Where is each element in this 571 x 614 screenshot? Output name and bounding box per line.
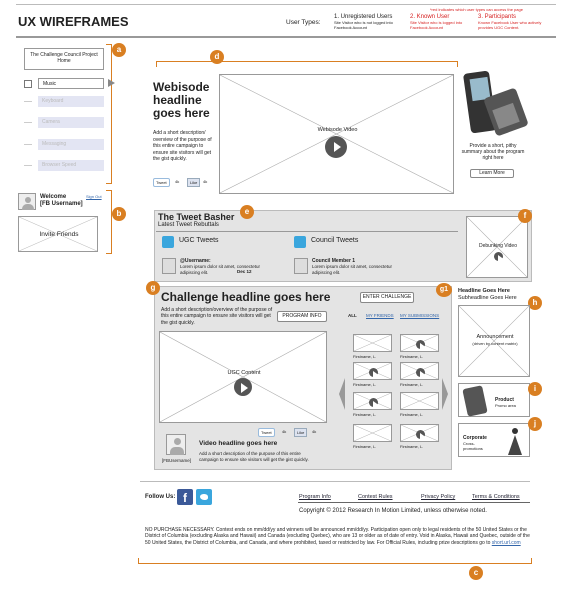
- badge-c: c: [469, 566, 483, 580]
- menu-browser-speed[interactable]: [24, 160, 104, 171]
- placeholder-cross: [160, 332, 326, 422]
- facebook-icon[interactable]: f: [177, 489, 193, 505]
- enter-challenge-button[interactable]: ENTER CHALLENGE: [360, 292, 414, 303]
- menu-keyboard[interactable]: [24, 96, 104, 107]
- thumb-name: Firstname, L.: [353, 412, 377, 417]
- thumb-name: Firstname, L.: [400, 382, 424, 387]
- thumb-name: Firstname, L.: [353, 354, 377, 359]
- footer-link-program-info[interactable]: Program Info: [299, 494, 331, 500]
- divider: [24, 101, 32, 102]
- challenge-desc: Add a short description/overview of the purpose of this entire campaign to ensure site visitors will get the gist quickly.: [161, 307, 273, 326]
- avatar: [18, 193, 36, 210]
- announcement-label: Announcement: [476, 334, 514, 340]
- user-type-title: 1. Unregistered Users: [334, 14, 393, 20]
- tab-my-submissions[interactable]: MY SUBMISSIONS: [400, 313, 440, 318]
- ugc-thumbnail[interactable]: [400, 424, 439, 442]
- footer-link-terms[interactable]: Terms & Conditions: [472, 494, 520, 500]
- welcome-text: Welcome: [40, 194, 67, 200]
- tweet-count: 4k: [175, 179, 180, 184]
- footer-link-privacy-policy[interactable]: Privacy Policy: [421, 494, 456, 500]
- fb-username: [FBUsername]: [162, 458, 192, 463]
- menu-arrow: [108, 79, 115, 87]
- bracket-b: [106, 190, 112, 254]
- play-icon[interactable]: [369, 368, 378, 377]
- play-icon[interactable]: [234, 378, 252, 396]
- user-type-2: [410, 14, 476, 30]
- avatar-head: [174, 438, 181, 445]
- divider: [24, 122, 32, 123]
- user-type-title: 3. Participants: [478, 14, 517, 20]
- tweet-basher-subtitle: Latest Tweet Rebuttals: [158, 222, 219, 228]
- header-rule: [16, 36, 556, 38]
- home-link[interactable]: [24, 48, 104, 70]
- play-icon[interactable]: [416, 340, 425, 349]
- figure-body: [508, 435, 522, 455]
- avatar: [166, 434, 186, 455]
- avatar-body: [170, 447, 184, 455]
- corporate-promo[interactable]: [458, 423, 530, 457]
- tweet-date: Dec 12: [237, 269, 252, 274]
- thumb-name: Firstname, L.: [353, 444, 377, 449]
- avatar-body: [22, 204, 34, 210]
- tweet-count: 4k: [282, 429, 287, 434]
- red-note: *red indicates which user types can access the page: [430, 7, 523, 12]
- like-button[interactable]: Like: [187, 178, 200, 187]
- menu-item-label: Messaging: [38, 139, 104, 150]
- badge-g: g: [146, 281, 160, 295]
- corporate-image: [505, 428, 525, 456]
- ugc-label: UGC Content: [227, 370, 261, 376]
- webisode-desc: Add a short description/ overview of the purpose of this entire campaign to ensure site visitors will get the gist quickly.: [153, 130, 212, 162]
- avatar: [162, 258, 176, 274]
- thumb-name: Firstname, L.: [400, 354, 424, 359]
- ugc-thumbnail[interactable]: [400, 362, 439, 380]
- menu-music[interactable]: [24, 78, 112, 89]
- badge-j: j: [528, 417, 542, 431]
- carousel-next[interactable]: [442, 378, 448, 410]
- twitter-icon: [162, 236, 174, 248]
- badge-d: d: [210, 50, 224, 64]
- footer-rule: [140, 481, 530, 482]
- thumb-name: Firstname, L.: [400, 444, 424, 449]
- menu-item-label: Music: [38, 78, 104, 89]
- ugc-thumbnail[interactable]: [353, 362, 392, 380]
- ugc-thumbnail[interactable]: [400, 392, 439, 410]
- fb-username: [FB Username]: [40, 201, 83, 207]
- thumb-name: Firstname, L.: [353, 382, 377, 387]
- user-type-title: 2. Known User: [410, 14, 450, 20]
- footer-links-rule: [298, 502, 530, 503]
- product-label: Product: [495, 397, 514, 403]
- bracket-c: [138, 558, 532, 564]
- ugc-thumbnail[interactable]: [353, 424, 392, 442]
- invite-friends-button[interactable]: [18, 216, 98, 252]
- placeholder-cross: [354, 335, 391, 351]
- twitter-icon: [294, 236, 306, 248]
- challenge-headline: Challenge headline goes here: [161, 290, 331, 304]
- user-type-desc: Known Facebook User who actively provides UGC Content.: [478, 20, 542, 30]
- legal-link[interactable]: short.url.com: [491, 539, 521, 546]
- legal-body: NO PURCHASE NECESSARY. Contest ends on mm/dd/yy and winners will be announced mm/dd/yy. Participation open only to legal residents of the 50 United States or the District of Columbia (excluding Alaska and Hawaii) and Canada (excluding Quebec), who are 13 or older as of date of entry. Void in Alaska, Hawaii and Quebec, outside of the 50 United States, the District of Columbia, and Canada, and where prohibited, taxed or restricted by law. For Official Rules, including prize descriptions go to: [145, 527, 530, 546]
- announcement-sub: (driven by content matrix): [472, 341, 518, 346]
- social-share: [153, 178, 213, 186]
- webisode-headline: Webisode headline goes here: [153, 80, 210, 120]
- placeholder-cross: [220, 75, 453, 193]
- invite-label: Invite Friends: [39, 231, 79, 238]
- twitter-icon[interactable]: [196, 489, 212, 505]
- user-type-1: [334, 14, 406, 30]
- menu-messaging[interactable]: [24, 139, 104, 150]
- ugc-content-video[interactable]: [159, 331, 327, 423]
- divider: [24, 165, 32, 166]
- ugc-tweets-label: UGC Tweets: [179, 237, 219, 244]
- tweet-user: @Username:: [180, 258, 211, 264]
- like-button[interactable]: Like: [294, 428, 307, 437]
- badge-h: h: [528, 296, 542, 310]
- product-promo[interactable]: [458, 383, 530, 417]
- badge-f: f: [518, 209, 532, 223]
- bird-shape: [200, 494, 208, 500]
- corporate-sub: Cross-promotions: [463, 441, 483, 451]
- badge-g1: g1: [436, 283, 452, 297]
- menu-item-label: Browser Speed: [38, 160, 104, 171]
- like-count: 4k: [203, 179, 208, 184]
- follow-us-label: Follow Us:: [145, 494, 176, 500]
- phone-desc: Provide a short, pithy summary about the program right here: [461, 143, 525, 161]
- sign-out-link[interactable]: Sign Out: [86, 194, 102, 199]
- carousel-prev[interactable]: [339, 378, 345, 410]
- program-info-button[interactable]: PROGRAM INFO: [277, 311, 327, 322]
- webisode-video[interactable]: [219, 74, 454, 194]
- menu-camera[interactable]: [24, 117, 104, 128]
- play-icon[interactable]: [325, 136, 347, 158]
- menu-item-label: Keyboard: [38, 96, 104, 107]
- divider: [24, 144, 32, 145]
- learn-more-button[interactable]: Learn More: [470, 169, 514, 178]
- ugc-thumbnail[interactable]: [353, 334, 392, 352]
- top-rule: [16, 4, 556, 5]
- home-link-label: The Challenge Council Project Home: [30, 52, 98, 64]
- ugc-thumbnail[interactable]: [353, 392, 392, 410]
- tweet-button[interactable]: Tweet: [153, 178, 170, 187]
- user-types-label: User Types:: [286, 19, 321, 26]
- ugc-social-share: [258, 428, 328, 436]
- badge-e: e: [240, 205, 254, 219]
- user-type-3: [478, 14, 556, 30]
- thumb-name: Firstname, L.: [400, 412, 424, 417]
- tweet-button[interactable]: Tweet: [258, 428, 275, 437]
- play-icon[interactable]: [494, 252, 503, 261]
- tab-my-friends[interactable]: MY FRIENDS: [366, 313, 394, 318]
- like-count: 4k: [312, 429, 317, 434]
- badge-a: a: [112, 43, 126, 57]
- bracket-a: [106, 44, 112, 184]
- badge-i: i: [528, 382, 542, 396]
- legal-text: [145, 527, 530, 546]
- tweet-basher-title: The Tweet Basher: [158, 212, 235, 222]
- menu-item-label: Camera: [38, 117, 104, 128]
- product-phone-image: [462, 385, 487, 417]
- council-user: Council Member 1: [312, 258, 356, 264]
- video-headline: Video headline goes here: [199, 440, 278, 447]
- page-title: UX WIREFRAMES: [18, 14, 129, 29]
- placeholder-cross: [401, 393, 438, 409]
- user-type-desc: Site Visitor who is not logged into Facebook Account: [334, 20, 393, 30]
- video-desc: Add a short description of the purpose of this entire campaign to ensure site visitors will get the gist quickly.: [199, 451, 309, 462]
- user-type-desc: Site Visitor who is logged into Facebook Account: [410, 20, 463, 30]
- product-sub: Promo area: [495, 403, 516, 408]
- council-text: Lorem ipsum dolor sit amet, consectetur adipiscing elit.: [312, 264, 393, 275]
- placeholder-cross: [354, 425, 391, 441]
- play-icon[interactable]: [369, 398, 378, 407]
- announcement-box[interactable]: [458, 305, 530, 377]
- video-label: Webisode Video: [317, 127, 358, 133]
- right-subheadline: Subheadline Goes Here: [458, 295, 517, 301]
- bracket-d: [156, 61, 458, 67]
- phone-image: [463, 70, 525, 140]
- footer-link-contest-rules[interactable]: Contest Rules: [358, 494, 393, 500]
- divider: [156, 231, 458, 232]
- play-icon[interactable]: [416, 368, 425, 377]
- tweet-text: Lorem ipsum dolor sit amet, consectetur adipiscing elit.: [180, 264, 261, 275]
- debunking-video[interactable]: [466, 216, 528, 278]
- play-icon[interactable]: [416, 430, 425, 439]
- debunking-label: Debunking Video: [479, 243, 517, 249]
- right-headline: Headline Goes Here: [458, 288, 510, 294]
- council-tweets-label: Council Tweets: [311, 237, 359, 244]
- tab-all[interactable]: ALL: [348, 313, 357, 318]
- copyright: Copyright © 2012 Research In Motion Limited, unless otherwise noted.: [299, 508, 487, 514]
- avatar: [294, 258, 308, 274]
- checkbox[interactable]: [24, 80, 32, 88]
- avatar-head: [25, 197, 31, 203]
- corporate-label: Corporate: [463, 435, 487, 441]
- badge-b: b: [112, 207, 126, 221]
- figure-head: [512, 428, 518, 434]
- ugc-thumbnail[interactable]: [400, 334, 439, 352]
